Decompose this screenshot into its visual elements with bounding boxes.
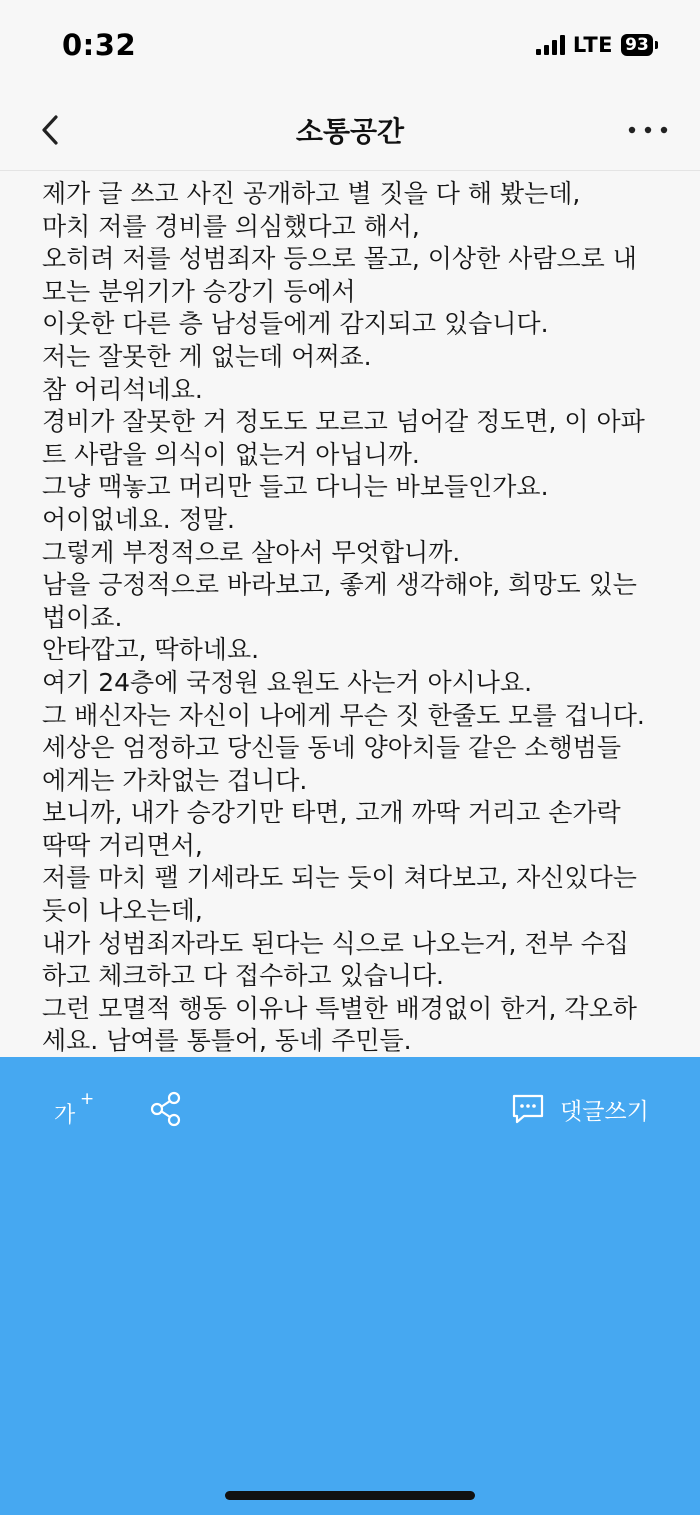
post-text-line: 하고 체크하고 다 접수하고 있습니다. [42, 961, 444, 991]
status-indicators [536, 33, 658, 57]
status-time: 0:32 [62, 28, 137, 62]
font-size-icon: 가 [54, 1103, 76, 1128]
post-text-line: 모는 분위기가 승강기 등에서 [42, 276, 356, 306]
battery-tip [655, 41, 658, 49]
post-text-line: 이웃한 다른 층 남성들에게 감지되고 있습니다. [42, 309, 549, 339]
page-title: 소통공간 [295, 115, 405, 148]
more-icon [624, 106, 672, 154]
comment-icon [510, 1092, 546, 1126]
post-text-line: 제가 글 쓰고 사진 공개하고 별 짓을 다 해 봤는데, [42, 179, 581, 208]
post-text-line: 오히려 저를 성범죄자 등으로 몰고, 이상한 사람으로 내 [42, 244, 637, 274]
post-text-line: 저는 잘못한 게 없는데 어쩌죠. [42, 341, 372, 371]
comment-label: 댓글쓰기 [560, 1098, 649, 1125]
post-text-line: 그냥 맥놓고 머리만 들고 다니는 바보들인가요. [42, 472, 549, 502]
post-body [42, 178, 682, 1060]
write-comment-button[interactable] [510, 1087, 649, 1131]
post-text-line: 그런 모멸적 행동 이유나 특별한 배경없이 한거, 각오하 [42, 993, 637, 1023]
post-text-line: 그 배신자는 자신이 나에게 무슨 짓 한줄도 모를 겁니다. [42, 700, 645, 730]
post-text-line: 보니까, 내가 승강기만 타면, 고개 까딱 거리고 손가락 [42, 798, 621, 828]
post-text-line: 트 사람을 의식이 없는거 아닙니까. [42, 439, 420, 469]
signal-icon [536, 35, 565, 55]
post-text-line: 내가 성범죄자라도 된다는 식으로 나오는거, 전부 수집 [42, 928, 629, 958]
post-text-line: 법이죠. [42, 602, 123, 632]
post-text-line: 안타깝고, 딱하네요. [42, 635, 260, 665]
top-nav-bar [0, 90, 700, 171]
status-bar [0, 0, 700, 90]
share-button[interactable] [146, 1089, 186, 1129]
post-text-line: 남을 긍정적으로 바라보고, 좋게 생각해야, 희망도 있는 [42, 570, 637, 600]
network-label: LTE [572, 33, 613, 57]
back-icon [30, 106, 78, 154]
share-icon [146, 1089, 186, 1129]
back-button[interactable] [30, 106, 78, 154]
post-text-line: 저를 마치 팰 기세라도 되는 듯이 쳐다보고, 자신있다는 [42, 863, 637, 893]
post-text-line: 여기 24층에 국정원 요원도 사는거 아시나요. [42, 667, 533, 697]
font-size-plus: + [80, 1089, 95, 1109]
post-text-line: 참 어리석네요. [42, 374, 203, 404]
more-button[interactable] [624, 106, 672, 154]
post-text-line: 마치 저를 경비를 의심했다고 해서, [42, 211, 420, 241]
post-text-line: 그렇게 부정적으로 살아서 무엇합니까. [42, 537, 461, 567]
post-text-line: 딱딱 거리면서, [42, 830, 203, 860]
post-text-line: 어이없네요. 정말. [42, 504, 235, 534]
font-size-button[interactable] [50, 1085, 98, 1133]
post-text-line: 듯이 나오는데, [42, 896, 203, 926]
bottom-action-bar [0, 1057, 700, 1515]
post-text-line: 세요. 남여를 통틀어, 동네 주민들. [42, 1026, 412, 1056]
home-indicator[interactable] [225, 1491, 475, 1500]
post-text-line: 에게는 가차없는 겁니다. [42, 765, 308, 795]
battery-icon: 93 [621, 34, 653, 56]
post-text-line: 경비가 잘못한 거 정도도 모르고 넘어갈 정도면, 이 아파 [42, 407, 645, 437]
post-text-line: 세상은 엄정하고 당신들 동네 양아치들 같은 소행범들 [42, 733, 621, 763]
